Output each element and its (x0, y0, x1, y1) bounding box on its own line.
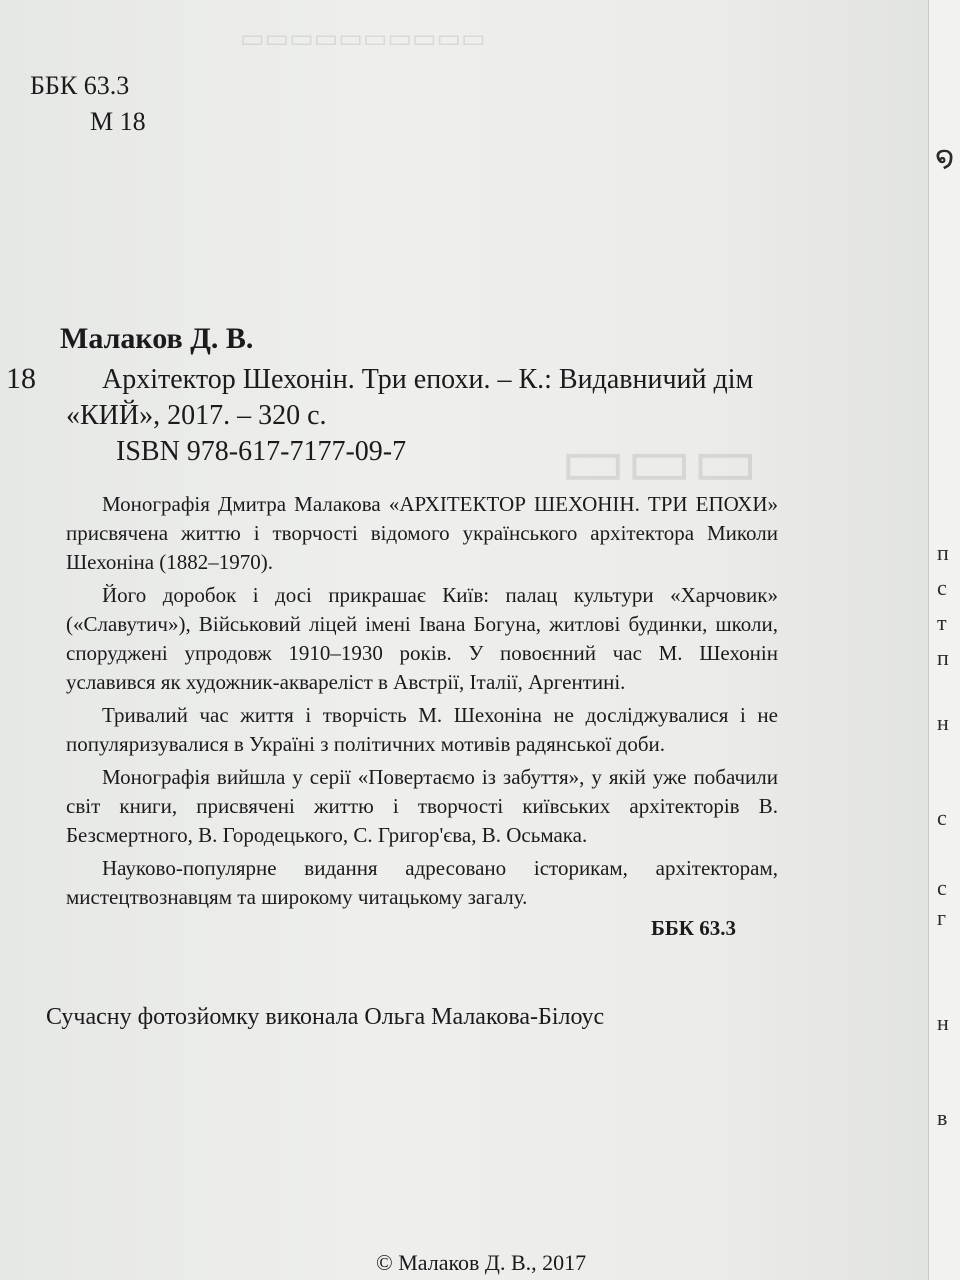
facing-page-letter: н (937, 710, 949, 735)
title-line-1: Архітектор Шехонін. Три епохи. – К.: Видавничий дім (102, 364, 754, 395)
facing-page-letter: в (937, 1105, 948, 1130)
abstract-paragraph: Науково-популярне видання адресовано історикам, архітекторам, мистецтвознавцям та широкому читацькому загалу. (66, 856, 778, 909)
facing-page-letter: н (937, 1010, 949, 1035)
abstract (66, 490, 778, 916)
title-line-2: «КИЙ», 2017. – 320 с. (66, 400, 327, 431)
facing-page-edge (928, 0, 960, 1280)
margin-number: 18 (6, 362, 36, 395)
facing-page-letter: п (937, 645, 949, 670)
bbk-code: ББК 63.3 (30, 71, 130, 100)
copyright-line: © Малаков Д. В., 2017 (376, 1250, 587, 1275)
bbk-code-bottom: ББК 63.3 (651, 916, 736, 940)
author-name: Малаков Д. В. (60, 322, 254, 355)
author-sign: М 18 (90, 107, 146, 136)
bleed-through-top: ▭▭▭▭▭▭▭▭▭▭ (240, 24, 486, 53)
abstract-paragraph: Тривалий час життя і творчість М. Шехоніна не досліджувалися і не популяризувалися в Україні з політичних мотивів радянської доби. (66, 703, 778, 756)
classification-block (30, 68, 146, 140)
facing-page-letter: т (937, 610, 947, 635)
facing-page-letter: с (937, 575, 947, 600)
abstract-paragraph: Монографія вийшла у серії «Повертаємо із забуття», у якій уже побачили світ книги, присвячені життю і творчості київських архітекторів В. Безсмертного, В. Городецького, С. Григор'єва, В. Осьмака. (66, 765, 778, 847)
bibliographic-entry (66, 362, 786, 470)
photo-credit: Сучасну фотозйомку виконала Ольга Малакова-Білоус (46, 1004, 605, 1030)
bleed-through-title: ▭▭▭ (560, 424, 759, 501)
isbn: ISBN 978-617-7177-09-7 (116, 436, 407, 467)
facing-page-letter: с (937, 875, 947, 900)
abstract-paragraph: Монографія Дмитра Малакова «АРХІТЕКТОР ШЕХОНІН. ТРИ ЕПОХИ» присвячена життю і творчості відомого українського архітектора Миколи Шехоніна (1882–1970). (66, 492, 778, 574)
ornament-icon: ໑ (935, 141, 955, 174)
facing-page-letter: с (937, 805, 947, 830)
facing-page-letter: п (937, 540, 949, 565)
facing-page-letter: г (937, 905, 947, 930)
abstract-paragraph: Його доробок і досі прикрашає Київ: палац культури «Харчовик» («Славутич»), Військовий ліцей імені Івана Богуна, житлові будинки, школи, споруджені упродовж 1910–1930 років. У повоєнний час М. Шехонін уславився як художник-аквареліст в Австрії, Італії, Аргентині. (66, 583, 778, 694)
